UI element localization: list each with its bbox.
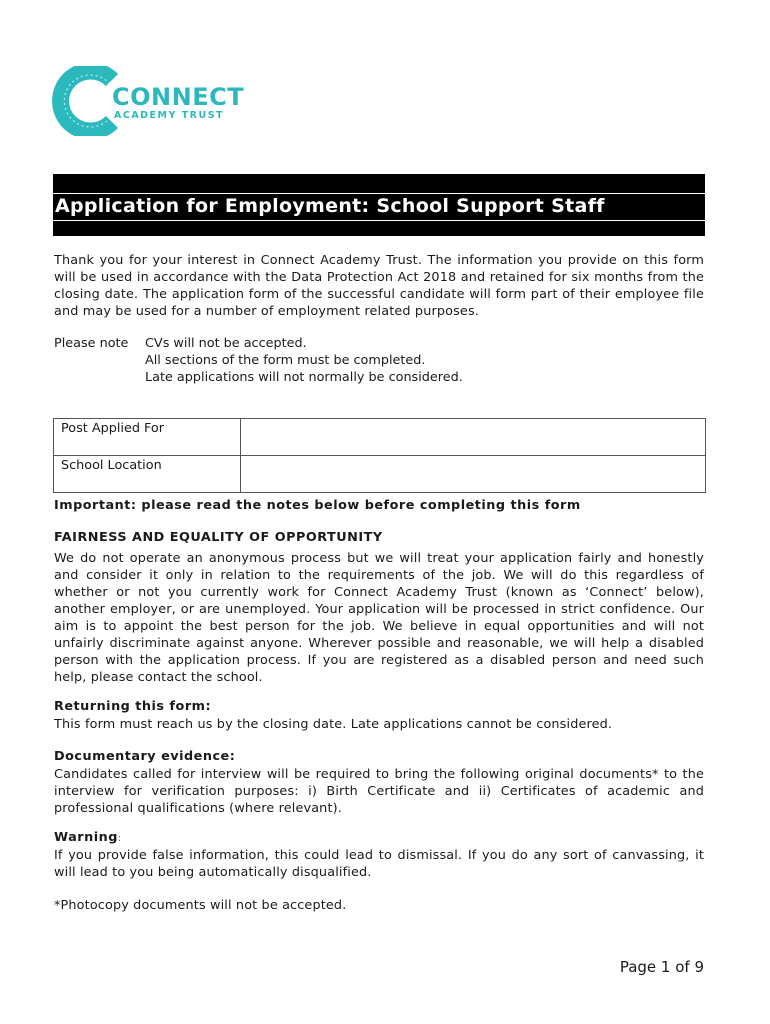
page-title: Application for Employment: School Support Staff [55, 195, 605, 217]
important-notice: Important: please read the notes below before completing this form [54, 498, 581, 513]
fairness-heading: FAIRNESS AND EQUALITY OF OPPORTUNITY [54, 530, 383, 545]
warning-paragraph: If you provide false information, this could lead to dismissal. If you do any sort of canvassing, it will lead to you being automatically disqualified. [54, 848, 704, 880]
logo-wordmark: CONNECT [112, 83, 245, 111]
school-location-label: School Location [54, 456, 241, 493]
please-note-label: Please note [54, 336, 129, 351]
please-note-block [54, 335, 654, 390]
school-location-field[interactable] [241, 456, 706, 493]
logo-subtitle: ACADEMY TRUST [114, 110, 225, 121]
fairness-paragraph: We do not operate an anonymous process but we will treat your application fairly and honestly and consider it only in relation to the requirements of the job. We will do this regardless of whether or not you currently work for Connect Academy Trust (known as ‘Connect’ below), another employer, or are unemployed. Your application will be processed in strict confidence. Our aim is to appoint the best person for the job. We believe in equal opportunities and will not unfairly discriminate against anyone. Wherever possible and reasonable, we will help a disabled person with the application process. If you are registered as a disabled person and need such help, please contact the school. [54, 551, 704, 685]
post-applied-for-label: Post Applied For [54, 419, 241, 456]
please-note-list [145, 335, 463, 386]
connect-academy-trust-logo [52, 66, 245, 138]
post-details-table [53, 418, 706, 493]
returning-heading: Returning this form: [54, 699, 212, 714]
footnote: *Photocopy documents will not be accepted. [54, 898, 347, 913]
documentary-heading: Documentary evidence: [54, 749, 236, 764]
note-item: CVs will not be accepted. [145, 336, 307, 351]
documentary-paragraph: Candidates called for interview will be required to bring the following original documents* to the interview for verification purposes: i) Birth Certificate and ii) Certificates of academic and professional qualifications (where relevant). [54, 767, 704, 816]
warning-colon: : [117, 833, 122, 844]
title-bar [53, 174, 705, 236]
note-item: All sections of the form must be completed. [145, 353, 426, 368]
table-row [54, 419, 706, 456]
returning-paragraph: This form must reach us by the closing date. Late applications cannot be considered. [54, 717, 613, 732]
warning-heading-row [54, 830, 122, 845]
post-applied-for-field[interactable] [241, 419, 706, 456]
table-row [54, 456, 706, 493]
note-item: Late applications will not normally be considered. [145, 370, 463, 385]
intro-paragraph: Thank you for your interest in Connect Academy Trust. The information you provide on this form will be used in accordance with the Data Protection Act 2018 and retained for six months from the closing date. The application form of the successful candidate will form part of their employee file and may be used for a number of employment related purposes. [54, 253, 704, 319]
warning-heading: Warning [54, 830, 118, 845]
page-number: Page 1 of 9 [619, 958, 704, 976]
